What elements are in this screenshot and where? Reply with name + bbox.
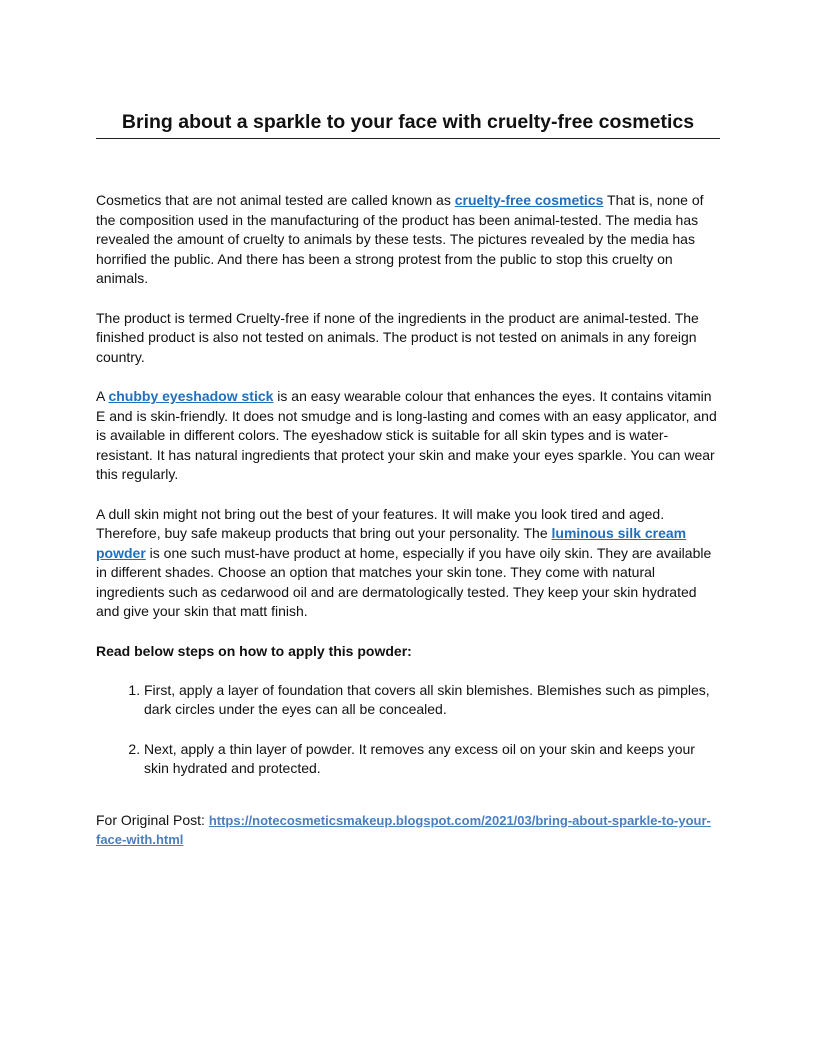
steps-heading: Read below steps on how to apply this powder: xyxy=(96,642,412,659)
cruelty-free-cosmetics-link[interactable]: cruelty-free cosmetics xyxy=(454,192,604,208)
paragraph-4-text-before: A dull skin might not bring out the best of your features. It will make you look tired and aged. Therefore, buy safe makeup products that bring out your personality. The xyxy=(96,505,665,542)
paragraph-1-text-after: That is, none of the composition used in the manufacturing of the product has been animal-tested. The media has revealed the amount of cruelty to animals by these tests. The pictures revealed by the media has horrified the public. And there has been a strong protest from the public to stop this cruelty on animals. xyxy=(96,192,704,287)
document-page xyxy=(96,108,720,850)
chubby-eyeshadow-stick-link[interactable]: chubby eyeshadow stick xyxy=(108,387,274,404)
document-title: Bring about a sparkle to your face with cruelty-free cosmetics xyxy=(96,108,720,139)
step-item-1: 1. First, apply a layer of foundation that covers all skin blemishes. Blemishes such as pimples, dark circles under the eyes can all be concealed. xyxy=(144,681,720,720)
paragraph-1-text-before: Cosmetics that are not animal tested are called known as xyxy=(96,192,455,208)
step-item-2: 2. Next, apply a thin layer of powder. It removes any excess oil on your skin and keeps your skin hydrated and protected. xyxy=(144,740,720,779)
original-post-label: For Original Post: xyxy=(96,811,209,828)
paragraph-4 xyxy=(96,505,720,623)
original-post-source xyxy=(96,811,720,850)
paragraph-3 xyxy=(96,387,720,485)
paragraph-2: The product is termed Cruelty-free if none of the ingredients in the product are animal-tested. The finished product is also not tested on animals. The product is not tested on animals in any foreign country. xyxy=(96,309,699,365)
paragraph-3-text-after: is an easy wearable colour that enhances the eyes. It contains vitamin E and is skin-friendly. It does not smudge and is long-lasting and comes with an easy applicator, and is available in different colors. The eyeshadow stick is suitable for all skin types and is water-resistant. It has natural ingredients that protect your skin and make your eyes sparkle. You can wear this regularly. xyxy=(96,387,717,483)
paragraph-3-text-before: A xyxy=(96,387,109,404)
paragraph-4-text-after: is one such must-have product at home, especially if you have oily skin. They are available in different shades. Choose an option that matches your skin tone. They come with natural ingredients such as cedarwood oil and are dermatologically tested. They keep your skin hydrated and give your skin that matt finish. xyxy=(96,544,712,620)
luminous-silk-cream-powder-link[interactable]: luminous silk cream powder xyxy=(96,525,687,561)
paragraph-1 xyxy=(96,191,720,289)
document-body xyxy=(96,191,720,850)
original-post-link[interactable]: https://notecosmeticsmakeup.blogspot.com/2021/03/bring-about-sparkle-to-your-face-with.html xyxy=(96,812,711,848)
steps-list xyxy=(96,681,720,779)
